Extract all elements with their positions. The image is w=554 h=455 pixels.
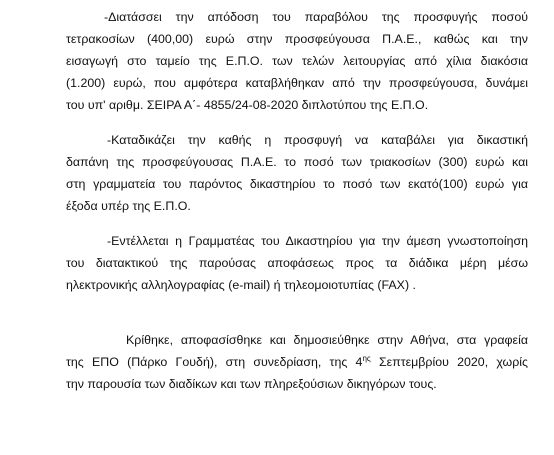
paragraph-court-costs [66,129,528,217]
paragraph-line: Κρίθηκε, αποφασίσθηκε και δημοσιεύθηκε στην Αθήνα, στα γραφεία [126,333,528,347]
paragraph-line: -Εντέλλεται η Γραμματέας του Δικαστηρίου για την άμεση γνωστοποίηση [107,234,528,248]
ordinal-superscript: ης [362,353,371,363]
paragraph-notification [66,230,528,296]
paragraph-line: έξοδα υπέρ της Ε.Π.Ο. [66,199,191,213]
date-text-after: Σεπτεμβρίου 2020, χωρίς [370,355,529,369]
paragraph-publication [66,329,528,395]
paragraph-line: στη γραμματεία του παρόντος δικαστηρίου το ποσό των εκατό(100) ευρώ για [66,177,528,191]
paragraph-line: τετρακοσίων (400,00) ευρώ στην προσφεύγουσα Π.Α.Ε., καθώς και την [66,32,528,46]
paragraph-line: του διατακτικού της παρούσας αποφάσεως προς τα διάδικα μέρη μέσω [66,256,528,270]
paragraph-line: την παρουσία των διαδίκων και των πληρεξούσιων δικηγόρων τους. [66,377,437,391]
paragraph-line: -Διατάσσει την απόδοση του παραβόλου της προσφυγής ποσού [104,10,528,24]
paragraph-line: του υπ' αριθμ. ΣΕΙΡΑ Α΄- 4855/24-08-2020 διπλοτύπου της Ε.Π.Ο. [66,98,429,112]
date-text-before: της ΕΠΟ (Πάρκο Γουδή), στη συνεδρίαση, της 4 [66,355,363,369]
paragraph-line: δαπάνη της προσφεύγουσας Π.Α.Ε. το ποσό των τριακοσίων (300) ευρώ και [66,155,528,169]
paragraph-line: εισαγωγή στο ταμείο της Ε.Π.Ο. των τελών λειτουργίας από χίλια διακόσια [66,54,528,68]
paragraph-fee-refund [66,6,528,116]
paragraph-line: (1.200) ευρώ, που αμφότερα καταβλήθηκαν από την προσφεύγουσα, δυνάμει [66,76,528,90]
paragraph-line: -Καταδικάζει την καθής η προσφυγή να καταβάλει για δικαστική [107,133,528,147]
paragraph-line [66,351,528,373]
paragraph-line: ηλεκτρονικής αλληλογραφίας (e-mail) ή τηλεομοιοτυπίας (FAX) . [66,278,416,292]
